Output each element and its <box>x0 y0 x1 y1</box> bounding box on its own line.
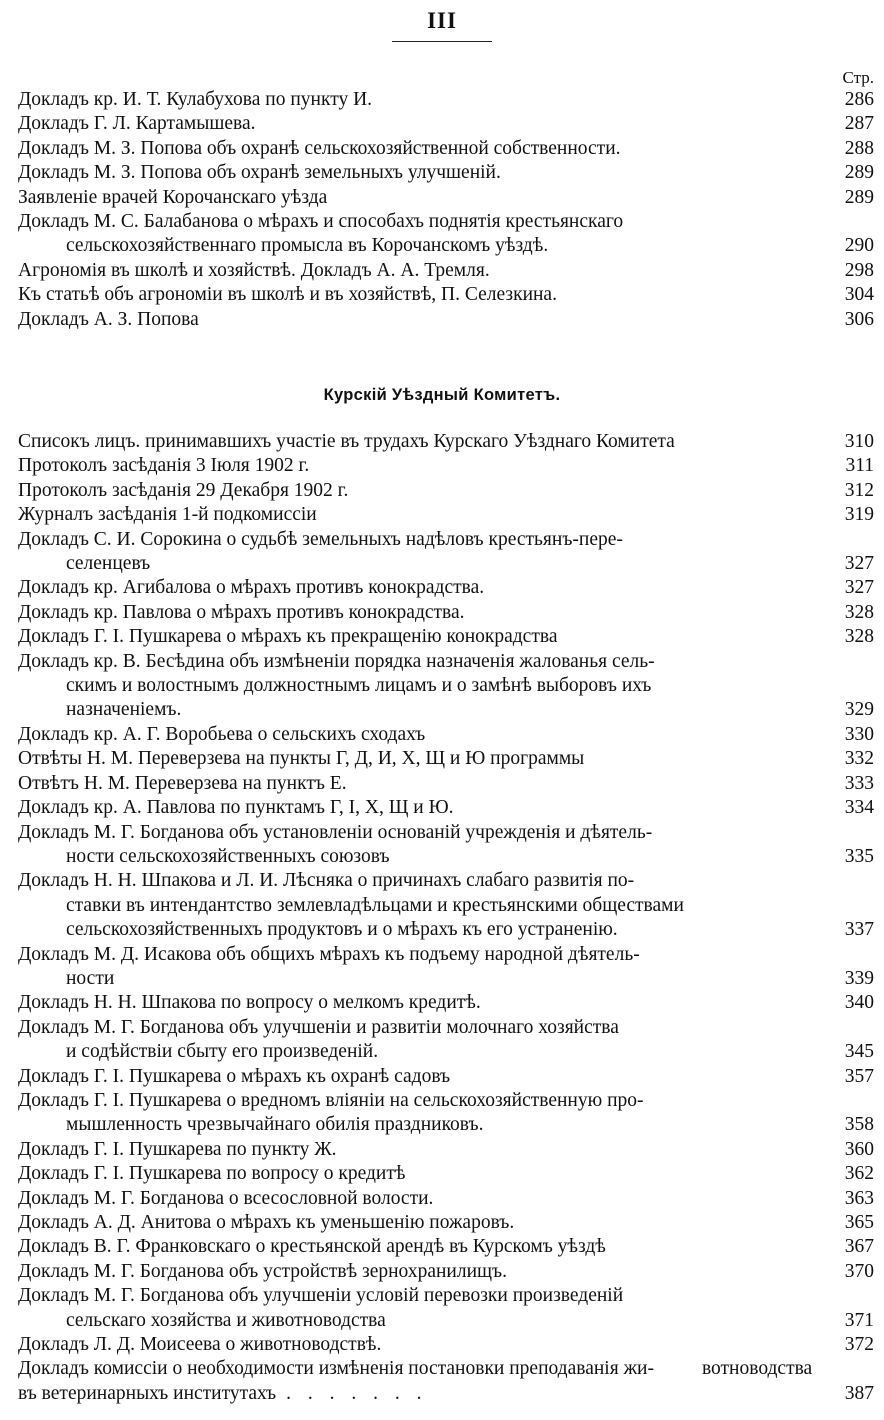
toc-entry-page: 327 <box>844 553 874 575</box>
toc-entry-line: сельскохозяйственныхъ продуктовъ и о мѣрахъ къ его устраненію. <box>66 919 618 941</box>
toc-entry <box>18 1187 874 1211</box>
toc-entry-line: Докладъ кр. А. Г. Воробьева о сельскихъ сходахъ <box>18 723 426 745</box>
toc-entry-line: Агрономія въ школѣ и хозяйствѣ. Докладъ А. А. Тремля. <box>18 259 490 281</box>
toc-entry-line: Журналъ засѣданія 1-й подкомиссіи <box>18 504 317 526</box>
toc-entry-page: 365 <box>844 1212 874 1233</box>
toc-entry-title <box>18 723 830 747</box>
toc-entry-line: скимъ и волостнымъ должностнымъ лицамъ и о замѣнѣ выборовъ ихъ <box>66 675 652 697</box>
toc-section-1 <box>18 88 874 332</box>
toc-entry-line: Докладъ кр. А. Павлова по пунктамъ Г, І, Х, Щ и Ю. <box>18 797 454 819</box>
toc-entry-page: 286 <box>844 89 874 110</box>
toc-entry <box>18 625 874 649</box>
section-heading: Курскій Уѣздный Комитетъ. <box>323 386 561 404</box>
toc-entry-page: 387 <box>844 1382 874 1404</box>
toc-entry-page: 335 <box>844 845 874 867</box>
toc-entry-title <box>18 1089 830 1138</box>
page-column-header: Стр. <box>842 68 874 87</box>
toc-entry <box>18 1089 874 1138</box>
toc-entry <box>18 1260 874 1284</box>
toc-entry-page: 319 <box>844 504 874 526</box>
toc-entry-title <box>18 1357 830 1406</box>
toc-entry-title <box>18 601 830 625</box>
toc-entry-line: Докладъ кр. И. Т. Кулабухова по пункту И. <box>18 89 373 110</box>
toc-entry-page: 298 <box>844 259 874 281</box>
toc-entry-line: Докладъ Г. І. Пушкарева о вредномъ вліяніи на сельскохозяйственную про- <box>18 1089 644 1111</box>
toc-entry-title <box>18 1187 830 1211</box>
toc-entry-page: 360 <box>844 1138 874 1160</box>
toc-entry-page: 310 <box>844 431 874 452</box>
toc-entry <box>18 747 874 771</box>
toc-entry-page: 367 <box>844 1236 874 1258</box>
toc-entry-title <box>18 210 830 259</box>
toc-entry <box>18 479 874 503</box>
header-rule <box>392 41 492 42</box>
page-number: III <box>427 8 457 33</box>
toc-entry-title <box>18 112 830 136</box>
toc-entry <box>18 210 874 259</box>
toc-entry-page: 290 <box>844 235 874 257</box>
toc-entry-title <box>18 1065 830 1089</box>
toc-entry-page: 362 <box>844 1163 874 1185</box>
toc-entry-line: ности сельскохозяйственныхъ союзовъ <box>66 845 390 867</box>
toc-entry-page: 328 <box>844 626 874 648</box>
toc-entry-title <box>18 503 830 527</box>
toc-entry-title <box>18 821 830 870</box>
toc-entry-title <box>18 1284 830 1333</box>
toc-entry-page: 304 <box>844 284 874 306</box>
toc-entry <box>18 796 874 820</box>
toc-section-2 <box>18 430 874 1406</box>
toc-entry-page: 289 <box>844 186 874 208</box>
toc-entry-line: Протоколъ засѣданія 29 Декабря 1902 г. <box>18 479 349 501</box>
toc-entry-line: Протоколъ засѣданія 3 Іюля 1902 г. <box>18 455 310 477</box>
toc-entry-line: Докладъ кр. В. Бесѣдина объ измѣненіи порядка назначенія жалованья сель- <box>18 650 655 672</box>
toc-entry-page: 363 <box>844 1187 874 1209</box>
toc-entry-line: Докладъ Л. Д. Моисеева о животноводствѣ. <box>18 1334 382 1356</box>
toc-entry-title <box>18 1235 830 1259</box>
toc-entry-line: Докладъ М. З. Попова объ охранѣ сельскохозяйственной собственности. <box>18 137 621 159</box>
toc-entry <box>18 137 874 161</box>
toc-entry-line: Отвѣтъ Н. М. Переверзева на пунктъ Е. <box>18 772 347 794</box>
toc-entry-line: сельскаго хозяйства и животноводства <box>66 1309 386 1331</box>
toc-entry-line: Докладъ М. Г. Богданова объ устройствѣ зернохранилищъ. <box>18 1260 507 1282</box>
toc-entry <box>18 308 874 332</box>
toc-entry-line: Докладъ С. И. Сорокина о судьбѣ земельныхъ надѣловъ крестьянъ-пере- <box>18 528 623 550</box>
toc-entry-title <box>18 650 830 723</box>
toc-entry-title <box>18 137 830 161</box>
toc-entry-line: Заявленіе врачей Корочанскаго уѣзда <box>18 186 328 208</box>
toc-entry-title <box>18 747 830 771</box>
toc-entry-title <box>18 772 830 796</box>
toc-entry <box>18 821 874 870</box>
toc-entry-line: Докладъ М. Г. Богданова объ улучшеніи условій перевозки произведеній <box>18 1285 624 1307</box>
toc-entry-line: Докладъ М. Г. Богданова о всесословной волости. <box>18 1187 434 1209</box>
toc-entry-page: 330 <box>844 723 874 745</box>
toc-entry-title <box>18 283 830 307</box>
toc-entry-line: Докладъ А. Д. Анитова о мѣрахъ къ уменьшенію пожаровъ. <box>18 1212 515 1233</box>
toc-entry-line: селенцевъ <box>66 553 151 575</box>
toc-entry-line: Къ статьѣ объ агрономіи въ школѣ и въ хозяйствѣ, П. Селезкина. <box>18 284 557 306</box>
toc-entry-line: Докладъ Н. Н. Шпакова по вопросу о мелкомъ кредитѣ. <box>18 992 481 1014</box>
toc-entry-line: Докладъ М. Г. Богданова объ установленіи основаній учрежденія и дѣятель- <box>18 821 653 843</box>
toc-entry-title <box>18 1333 830 1357</box>
toc-entry-page: 287 <box>844 113 874 135</box>
toc-entry-line: Докладъ Г. І. Пушкарева по пункту Ж. <box>18 1138 337 1160</box>
toc-entry-line: Докладъ А. З. Попова <box>18 308 199 330</box>
toc-entry-page: 328 <box>844 601 874 623</box>
toc-entry-page: 358 <box>844 1114 874 1136</box>
toc-entry <box>18 1162 874 1186</box>
toc-entry <box>18 1211 874 1235</box>
toc-entry <box>18 601 874 625</box>
toc-entry <box>18 88 874 112</box>
toc-entry-page: 311 <box>845 455 874 477</box>
toc-entry-title <box>18 259 830 283</box>
toc-entry-title <box>18 1211 830 1235</box>
toc-entry-title <box>18 454 830 478</box>
toc-entry <box>18 772 874 796</box>
toc-entry-title <box>18 796 830 820</box>
toc-entry-line: Докладъ Г. І. Пушкарева по вопросу о кредитѣ <box>18 1163 406 1185</box>
toc-entry-title <box>18 1162 830 1186</box>
toc-entry <box>18 454 874 478</box>
toc-entry-line: Докладъ М. Г. Богданова объ улучшеніи и развитіи молочнаго хозяйства <box>18 1016 619 1038</box>
toc-entry-line: мышленность чрезвычайнаго обилія праздниковъ. <box>66 1114 484 1136</box>
toc-entry <box>18 1284 874 1333</box>
toc-entry <box>18 503 874 527</box>
toc-entry-page: 288 <box>844 137 874 159</box>
toc-entry-page: 332 <box>844 748 874 770</box>
toc-entry-line: Докладъ М. С. Балабанова о мѣрахъ и способахъ поднятія крестьянскаго <box>18 211 624 233</box>
toc-entry-page: 370 <box>844 1260 874 1282</box>
toc-entry-page: 357 <box>844 1065 874 1087</box>
toc-entry-line: Докладъ Г. Л. Картамышева. <box>18 113 256 135</box>
toc-entry-line: ности <box>66 967 115 989</box>
toc-entry-line: Докладъ Г. І. Пушкарева о мѣрахъ къ охранѣ садовъ <box>18 1065 451 1087</box>
toc-entry-page: 327 <box>844 577 874 599</box>
toc-entry-title <box>18 308 830 332</box>
toc-entry-line: Списокъ лицъ. принимавшихъ участіе въ трудахъ Курскаго Уѣзднаго Комитета <box>18 431 675 452</box>
toc-entry-page: 306 <box>844 308 874 330</box>
toc-entry-page: 345 <box>844 1041 874 1063</box>
toc-entry-line: Докладъ М. Д. Исакова объ общихъ мѣрахъ къ подъему народной дѣятель- <box>18 943 640 965</box>
toc-entry-page: 312 <box>844 479 874 501</box>
toc-entry <box>18 161 874 185</box>
toc-entry <box>18 943 874 992</box>
toc-entry <box>18 283 874 307</box>
toc-entry-title <box>18 869 830 942</box>
toc-entry-line: Докладъ М. З. Попова объ охранѣ земельныхъ улучшеній. <box>18 162 501 184</box>
toc-entry <box>18 112 874 136</box>
toc-entry-page: 333 <box>844 772 874 794</box>
toc-entry-page: 334 <box>844 797 874 819</box>
toc-entry-title <box>18 161 830 185</box>
toc-entry <box>18 1065 874 1089</box>
toc-entry <box>18 186 874 210</box>
toc-entry-page: 340 <box>844 992 874 1014</box>
toc-entry-line: Докладъ кр. Павлова о мѣрахъ противъ конокрадства. <box>18 601 465 623</box>
toc-entry <box>18 1138 874 1162</box>
toc-entry-line: Докладъ кр. Агибалова о мѣрахъ противъ конокрадства. <box>18 577 485 599</box>
toc-entry-line: Докладъ Н. Н. Шпакова и Л. И. Лѣсняка о причинахъ слабаго развитія по- <box>18 870 635 892</box>
toc-entry-line: сельскохозяйственнаго промысла въ Корочанскомъ уѣздѣ. <box>66 235 549 257</box>
toc-entry-title <box>18 991 830 1015</box>
leader-dots: . . . . . . . <box>286 1382 428 1404</box>
toc-entry-title <box>18 1016 830 1065</box>
toc-entry <box>18 1235 874 1259</box>
toc-entry-title <box>18 1138 830 1162</box>
toc-entry-line: Отвѣты Н. М. Переверзева на пункты Г, Д, И, Х, Щ и Ю программы <box>18 748 585 770</box>
toc-entry <box>18 1333 874 1357</box>
toc-entry-page: 289 <box>844 162 874 184</box>
toc-entry-page: 337 <box>844 919 874 941</box>
toc-entry-title <box>18 479 830 503</box>
toc-entry-line: Докладъ В. Г. Франковскаго о крестьянской арендѣ въ Курскомъ уѣздѣ <box>18 1236 606 1258</box>
toc-entry-page: 371 <box>844 1309 874 1331</box>
toc-entry-line: Докладъ комиссіи о необходимости измѣненія постановки преподаванія жи- <box>18 1358 654 1380</box>
toc-entry <box>18 259 874 283</box>
toc-entry <box>18 1016 874 1065</box>
toc-entry <box>18 430 874 454</box>
toc-entry-title <box>18 186 830 210</box>
toc-entry-title <box>18 943 830 992</box>
toc-entry-line: ставки въ интендантство землевладѣльцами и крестьянскими обществами <box>66 894 684 916</box>
toc-entry <box>18 650 874 723</box>
toc-entry-title <box>18 528 830 577</box>
toc-entry-line: Докладъ Г. І. Пушкарева о мѣрахъ къ прекращенію конокрадства <box>18 626 558 648</box>
toc-entry-page: 329 <box>844 699 874 721</box>
toc-entry-page: 339 <box>844 967 874 989</box>
toc-entry-page: 372 <box>844 1334 874 1356</box>
toc-entry <box>18 528 874 577</box>
toc-entry <box>18 869 874 942</box>
toc-entry <box>18 991 874 1015</box>
toc-entry-line: вотноводства въ ветеринарныхъ институтахъ <box>18 1358 813 1404</box>
toc-entry-title <box>18 430 830 454</box>
toc-entry-line: и содѣйствіи сбыту его произведеній. <box>66 1041 379 1063</box>
toc-entry <box>18 576 874 600</box>
toc-entry-title <box>18 625 830 649</box>
toc-entry <box>18 723 874 747</box>
toc-entry-title <box>18 576 830 600</box>
toc-entry-line: назначеніемъ. <box>66 699 182 721</box>
toc-entry <box>18 1357 874 1406</box>
toc-entry-title <box>18 88 830 112</box>
toc-entry-title <box>18 1260 830 1284</box>
